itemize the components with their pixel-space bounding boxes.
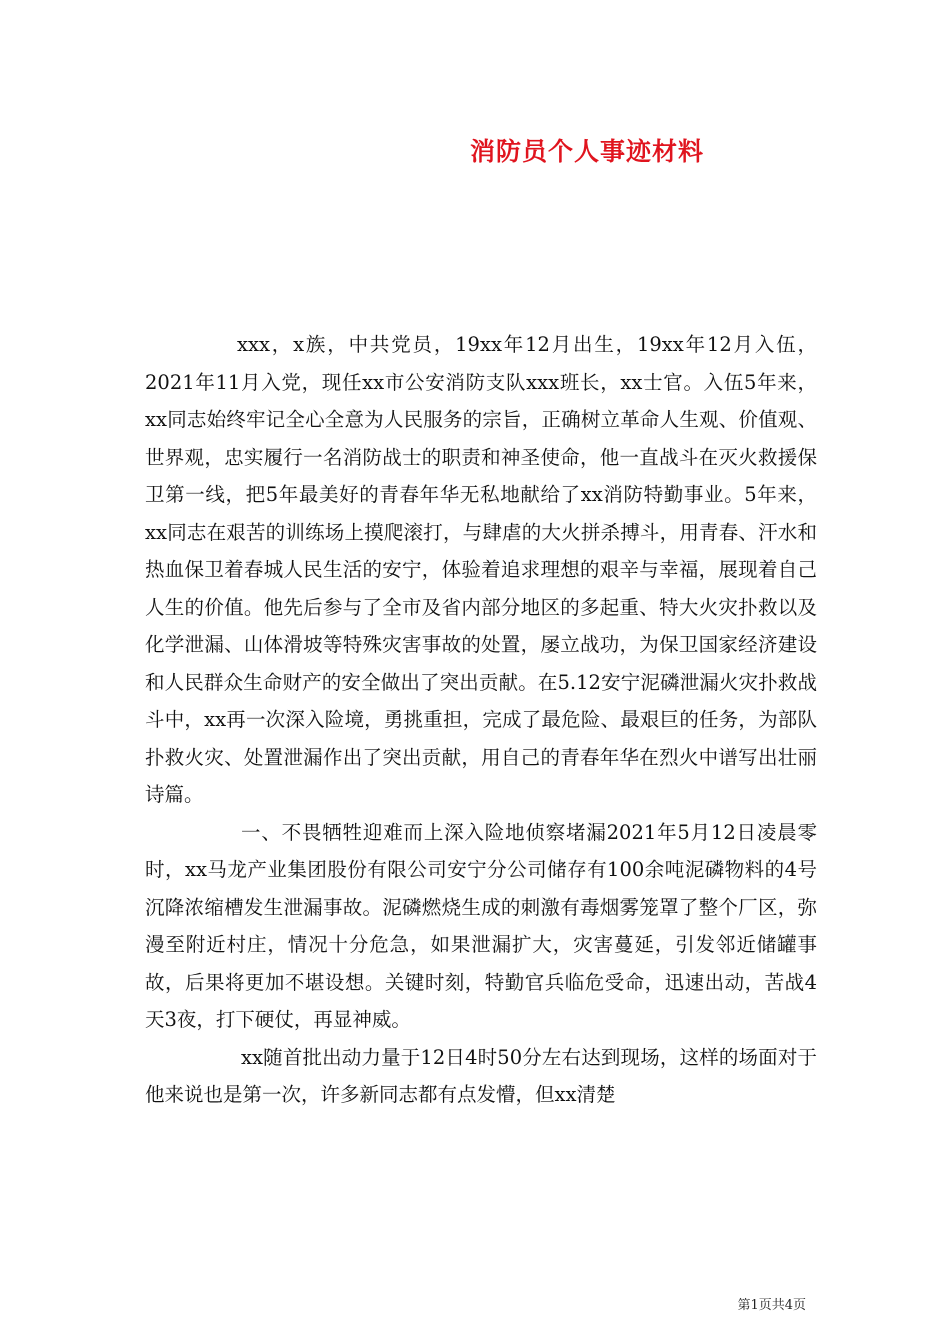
paragraph-3: xx随首批出动力量于12日4时50分左右达到现场，这样的场面对于他来说也是第一次，许多新同志都有点发懵，但xx清楚 [145,1045,817,1106]
paragraph-1: xxx，x族，中共党员，19xx年12月出生，19xx年12月入伍，2021年11月入党，现任xx市公安消防支队xxx班长，xx士官。入伍5年来，xx同志始终牢记全心全意为人民服务的宗旨，正确树立革命人生观、价值观、世界观，忠实履行一名消防战士的职责和神圣使命，他一直战斗在灭火救援保卫第一线，把5年最美好的青春年华无私地献给了xx消防特勤事业。5年来，xx同志在艰苦的训练场上摸爬滚打，与肆虐的大火拼杀搏斗，用青春、汗水和热血保卫着春城人民生活的安宁，体验着追求理想的艰辛与幸福，展现着自己人生的价值。他先后参与了全市及省内部分地区的多起重、特大火灾扑救以及化学泄漏、山体滑坡等特殊灾害事故的处置，屡立战功，为保卫国家经济建设和人民群众生命财产的安全做出了突出贡献。在5.12安宁泥磷泄漏火灾扑救战斗中，xx再一次深入险境，勇挑重担，完成了最危险、最艰巨的任务，为部队扑救火灾、处置泄漏作出了突出贡献，用自己的青春年华在烈火中谱写出壮丽诗篇。 [145,333,817,806]
document-title [0,132,950,168]
document-title-text: 消防员个人事迹材料 [470,137,705,166]
page-number-footer: 第1页共4页 [737,1298,806,1313]
paragraph-2: 一、不畏牺牲迎难而上深入险地侦察堵漏2021年5月12日凌晨零时，xx马龙产业集团股份有限公司安宁分公司储存有100余吨泥磷物料的4号沉降浓缩槽发生泄漏事故。泥磷燃烧生成的刺激有毒烟雾笼罩了整个厂区，弥漫至附近村庄，情况十分危急，如果泄漏扩大，灾害蔓延，引发邻近储罐事故，后果将更加不堪设想。关键时刻，特勤官兵临危受命，迅速出动，苦战4天3夜，打下硬仗，再显神威。 [145,820,817,1031]
document-body [145,326,817,1114]
